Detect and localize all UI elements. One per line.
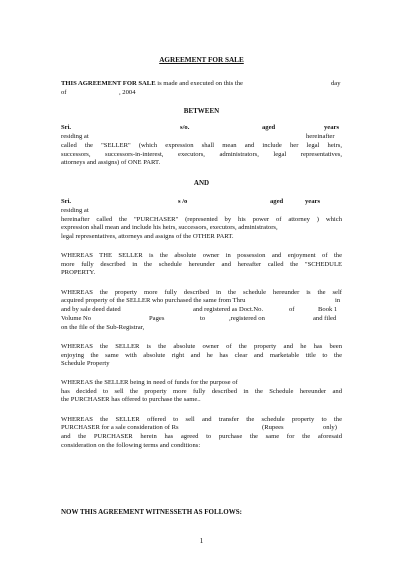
- whereas2-line3a: and by sale deed dated: [61, 306, 121, 313]
- seller-sri: Sri.: [61, 124, 72, 131]
- text-line: PROPERTY.: [61, 269, 96, 277]
- page-number: 1: [199, 536, 204, 545]
- intro-bold: THIS AGREEMENT FOR SALE: [61, 80, 156, 87]
- whereas5-continued: [61, 433, 342, 450]
- whereas2-line4e: and filed: [313, 315, 337, 322]
- whereas-paragraph-1: [61, 252, 342, 278]
- whereas2-line4d: ,registered on: [229, 315, 265, 322]
- whereas2-line5: on the file of the Sub-Registrar,: [61, 324, 145, 331]
- text-line: consideration on the following terms and conditions:: [61, 441, 201, 449]
- whereas2-line4a: Volume No: [61, 315, 92, 322]
- whereas2-line3d: Book 1: [318, 306, 338, 313]
- intro-day: day: [331, 80, 341, 87]
- text-line: has decided to sell the property more fully described in the Schedule hereunder and: [61, 387, 342, 395]
- text-line: enjoying the same with absolute right and he has clear and marketable title to the: [61, 351, 342, 359]
- whereas2-line4b: Pages: [149, 315, 165, 322]
- whereas2-line2a: acquired property of the SELLER who purchased the same from Thru: [61, 297, 246, 304]
- document-title: AGREEMENT FOR SALE: [159, 56, 244, 64]
- purchaser-years: years: [305, 198, 321, 205]
- seller-so: s/o.: [180, 124, 190, 131]
- whereas5-line2b: (Rupees: [262, 424, 284, 431]
- whereas2-line4c: to: [200, 315, 206, 322]
- purchaser-paragraph: [61, 207, 342, 241]
- purchaser-so: s /o: [178, 198, 188, 205]
- whereas5-line2c: only): [323, 424, 337, 431]
- text-line: and the PURCHASER herein has agreed to purchase the same for the aforesaid: [61, 433, 342, 440]
- whereas2-line3c: of: [289, 306, 295, 313]
- between-heading: BETWEEN: [183, 107, 220, 115]
- seller-paragraph: [61, 142, 342, 168]
- and-heading: AND: [193, 179, 210, 187]
- text-line: WHEREAS THE SELLER is the absolute owner in possession and enjoyment of the: [61, 252, 342, 259]
- text-line: WHEREAS the SELLER is the absolute owner of the property and he has been: [61, 343, 342, 350]
- seller-years: years: [324, 124, 340, 131]
- text-line: legal representatives, attorneys and assigns of the OTHER PART.: [61, 232, 234, 240]
- intro-of: of: [61, 89, 67, 96]
- intro-year: , 2004: [119, 89, 136, 96]
- text-line: called the "SELLER" (which expression shall mean and include her legal heirs,: [61, 142, 342, 149]
- seller-residing: residing at: [61, 133, 89, 140]
- text-line: residing at: [61, 207, 89, 214]
- purchaser-sri: Sri.: [61, 198, 72, 205]
- purchaser-aged: aged: [270, 198, 284, 205]
- seller-hereinafter: hereinafter: [306, 133, 335, 140]
- text-line: more fully described in the schedule hereunder and hereafter called the "SCHEDULE: [61, 260, 342, 268]
- intro-line-1: [61, 80, 243, 89]
- whereas-paragraph-4: [61, 379, 342, 405]
- whereas2-line3b: and registered as Doct.No.: [193, 306, 264, 313]
- text-line: expression shall mean and include his heirs, successors, executors, administrators,: [61, 224, 278, 232]
- text-line: WHEREAS the property more fully described in the schedule hereunder is the self: [61, 289, 342, 296]
- whereas-paragraph-3: [61, 343, 342, 369]
- text-line: attorneys and assigns) of ONE PART.: [61, 159, 161, 167]
- text-line: hereinafter called the "PURCHASER" (represented by his power of attorney ) which: [61, 215, 342, 223]
- text-line: Schedule Property: [61, 360, 110, 368]
- whereas5-line2a: PURCHASER for a sale consideration of Rs: [61, 424, 179, 431]
- seller-aged: aged: [262, 124, 276, 131]
- text-line: successors, successors-in-interest, executors, administrators, legal representatives,: [61, 150, 342, 158]
- intro-text: is made and executed on this the: [155, 80, 243, 87]
- witnesseth-heading: NOW THIS AGREEMENT WITNESSETH AS FOLLOWS:: [61, 508, 242, 516]
- text-line: the PURCHASER has offered to purchase the same..: [61, 396, 201, 404]
- text-line: WHEREAS the SELLER being in need of funds for the purpose of: [61, 379, 238, 386]
- text-line: WHEREAS the SELLER offered to sell and transfer the schedule property to the: [61, 416, 342, 423]
- whereas2-line2b: in: [335, 297, 341, 304]
